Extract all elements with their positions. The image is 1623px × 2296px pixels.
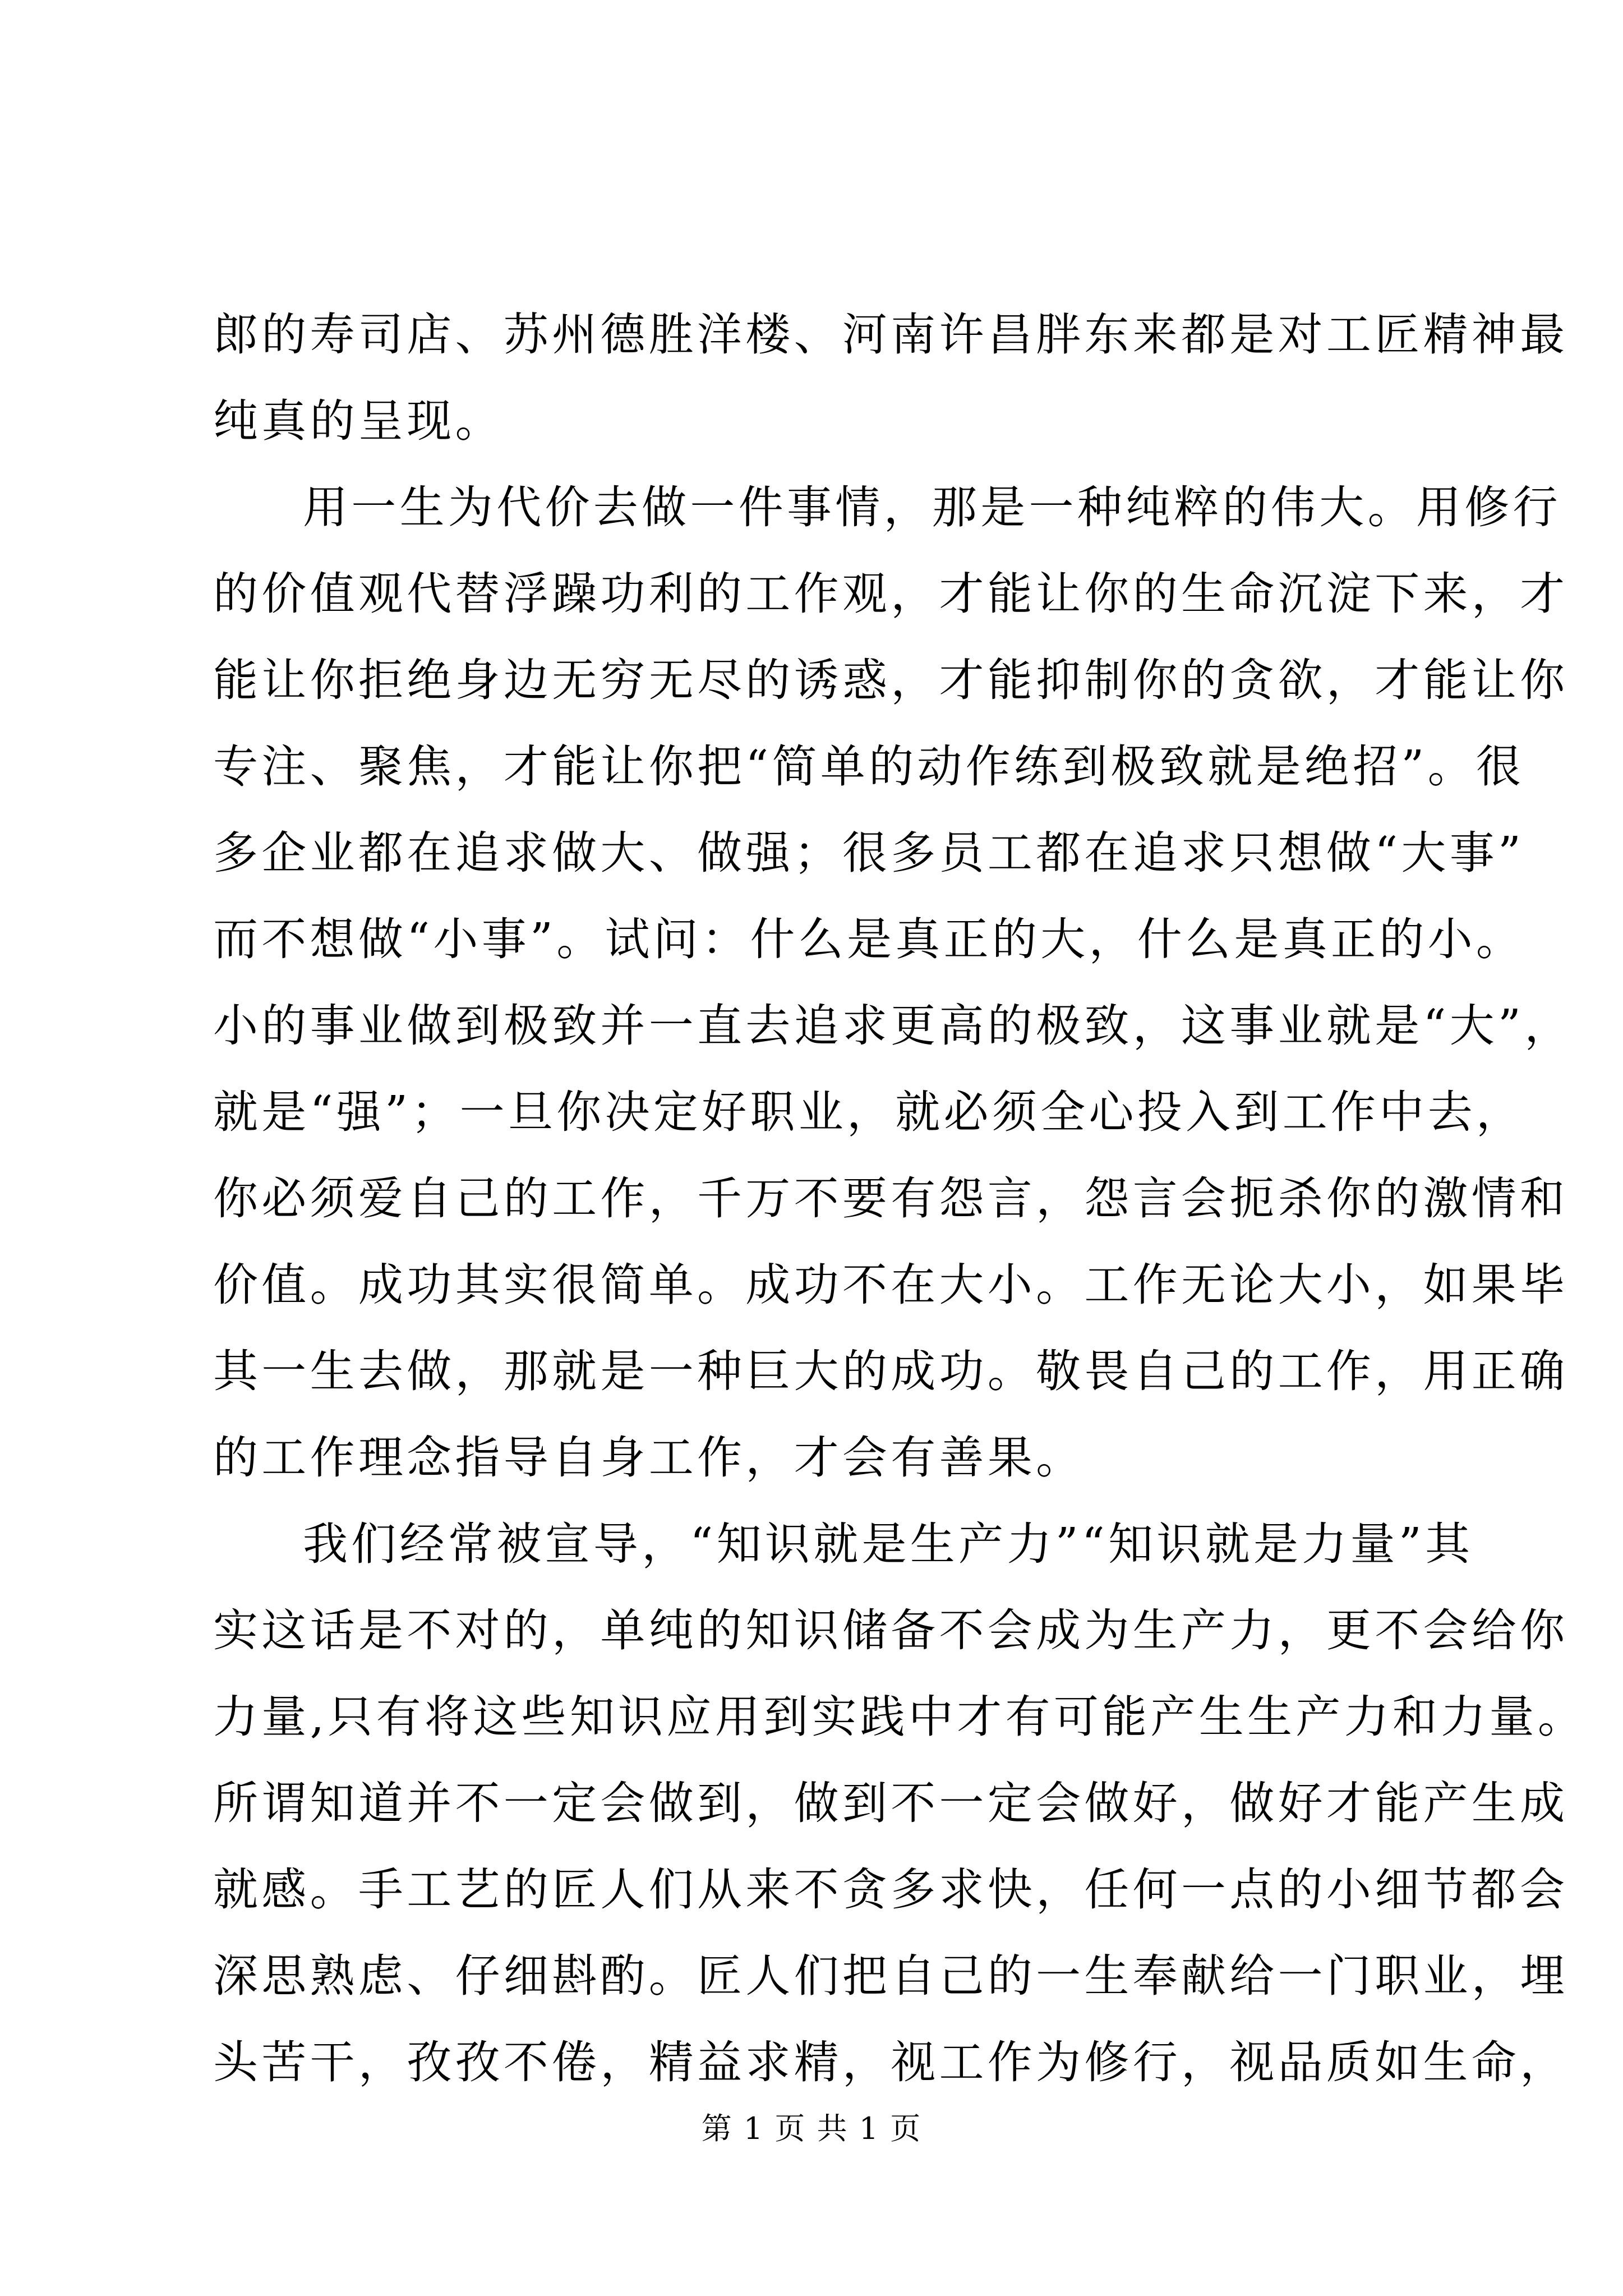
text-line: 你必须爱自己的工作，千万不要有怨言，怨言会扼杀你的激情和 — [213, 1172, 1569, 1225]
page-footer — [0, 2109, 1623, 2148]
text-line: 就感。手工艺的匠人们从来不贪多求快，任何一点的小细节都会 — [213, 1864, 1569, 1916]
text-line: 多企业都在追求做大、做强；很多员工都在追求只想做“大事” — [213, 827, 1525, 879]
paragraph-first-line: 用一生为代价去做一件事情，那是一种纯粹的伟大。用修行 — [303, 481, 1561, 533]
text-line: 实这话是不对的，单纯的知识储备不会成为生产力，更不会给你 — [213, 1604, 1569, 1657]
text-line: 所谓知道并不一定会做到，做到不一定会做好，做好才能产生成 — [213, 1777, 1569, 1829]
text-line: 小的事业做到极致并一直去追求更高的极致，这事业就是“大”， — [213, 1000, 1573, 1052]
text-line: 专注、聚焦，才能让你把“简单的动作练到极致就是绝招”。很 — [213, 740, 1525, 793]
text-line: 力量,只有将这些知识应用到实践中才有可能产生生产力和力量。 — [213, 1691, 1587, 1743]
text-line: 而不想做“小事”。试问：什么是真正的大，什么是真正的小。 — [213, 913, 1525, 965]
text-line: 能让你拒绝身边无穷无尽的诱惑，才能抑制你的贪欲，才能让你 — [213, 654, 1569, 706]
text-line: 郎的寿司店、苏州德胜洋楼、河南许昌胖东来都是对工匠精神最 — [213, 309, 1569, 361]
text-line: 深思熟虑、仔细斟酌。匠人们把自己的一生奉献给一门职业，埋 — [213, 1950, 1569, 2002]
text-line: 头苦干，孜孜不倦，精益求精，视工作为修行，视品质如生命， — [213, 2036, 1569, 2088]
text-line: 其一生去做，那就是一种巨大的成功。敬畏自己的工作，用正确 — [213, 1345, 1569, 1397]
body-text — [213, 292, 1587, 2106]
page-number: 第 1 页 共 1 页 — [701, 2111, 922, 2146]
text-line: 就是“强”；一旦你决定好职业，就必须全心投入到工作中去， — [213, 1086, 1525, 1138]
text-line: 纯真的呈现。 — [213, 395, 504, 447]
text-line: 价值。成功其实很简单。成功不在大小。工作无论大小，如果毕 — [213, 1259, 1569, 1311]
text-line: 的价值观代替浮躁功利的工作观，才能让你的生命沉淀下来，才 — [213, 568, 1569, 620]
paragraph-first-line: 我们经常被宣导，“知识就是生产力”“知识就是力量”其 — [303, 1518, 1474, 1570]
text-line: 的工作理念指导自身工作，才会有善果。 — [213, 1432, 1085, 1484]
